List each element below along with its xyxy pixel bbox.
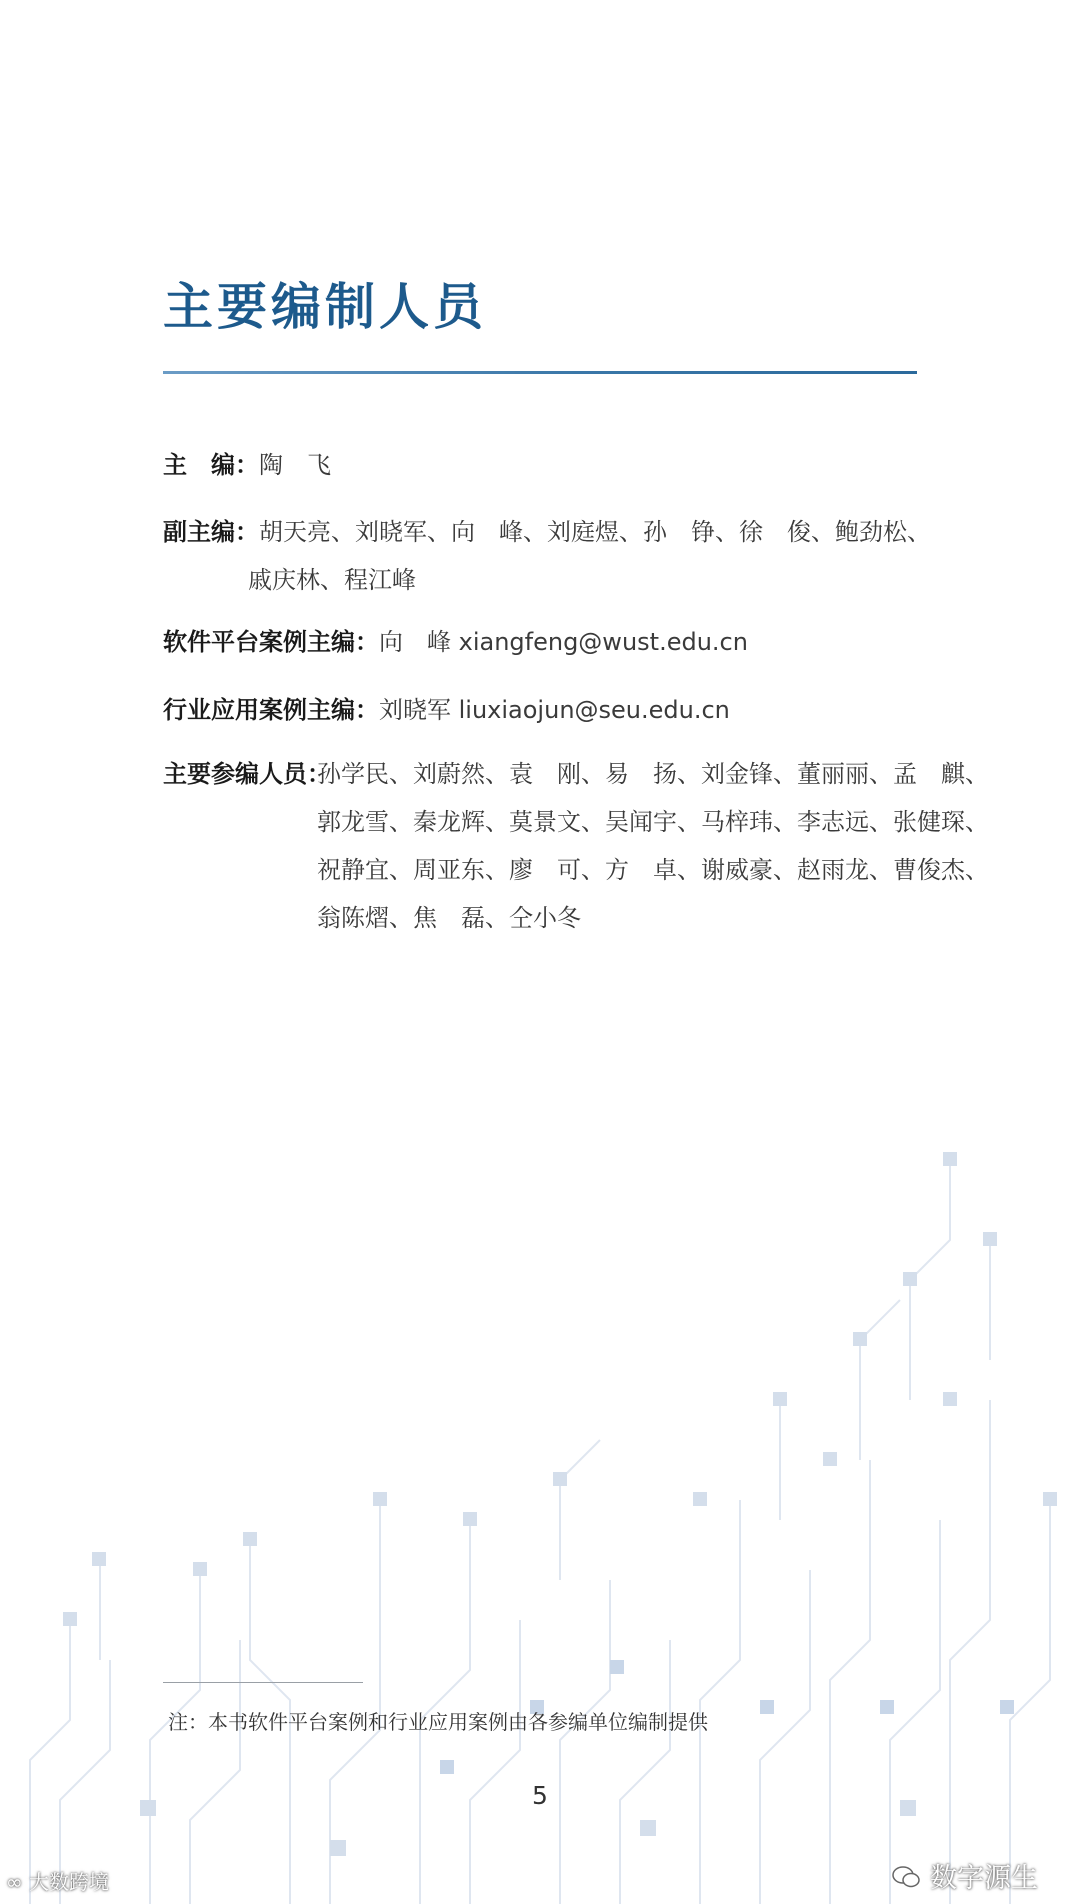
footnote-divider [163,1682,363,1683]
page-title: 主要编制人员 [163,278,487,336]
footnote: 注：本书软件平台案例和行业应用案例由各参编单位编制提供 [168,1710,708,1734]
software-case-editor-value: 向 峰 xiangfeng@wust.edu.cn [379,628,748,656]
industry-case-editor-label: 行业应用案例主编： [163,696,379,724]
chief-editor-label: 主 编： [163,451,259,479]
contributors-line: 祝静宜、周亚东、廖 可、方 卓、谢威豪、赵雨龙、曹俊杰、 [317,856,989,884]
watermark-logo-icon: ∞ [6,1870,23,1894]
wechat-icon [891,1863,930,1894]
software-case-editor-row [163,618,748,666]
software-case-editor-label: 软件平台案例主编： [163,628,379,656]
contributors-line: 翁陈熠、焦 磊、仝小冬 [317,904,581,932]
contributors-row [163,750,331,798]
contributors-line: 孙学民、刘蔚然、袁 刚、易 扬、刘金锋、董丽丽、孟 麒、 [317,760,989,788]
chief-editor-name: 陶 飞 [259,451,331,479]
industry-case-editor-value: 刘晓军 liuxiaojun@seu.edu.cn [379,696,730,724]
chief-editor-row [163,441,331,489]
deputy-editors-label: 副主编： [163,518,259,546]
watermark-left-text: 大数跨境 [29,1870,110,1894]
page-number: 5 [532,1781,548,1810]
watermark-left [6,1866,109,1895]
deputy-editors-row [163,508,931,556]
watermark-right [891,1856,1038,1895]
contributors-label: 主要参编人员： [163,760,331,788]
deputy-editors-line: 胡天亮、刘晓军、向 峰、刘庭煜、孙 铮、徐 俊、鲍劲松、 [259,518,931,546]
deputy-editors-line: 戚庆林、程江峰 [248,566,416,594]
industry-case-editor-row [163,686,730,734]
contributors-line: 郭龙雪、秦龙辉、莫景文、吴闻宇、马梓玮、李志远、张健琛、 [317,808,989,836]
watermark-right-text: 数字源生 [930,1863,1038,1894]
